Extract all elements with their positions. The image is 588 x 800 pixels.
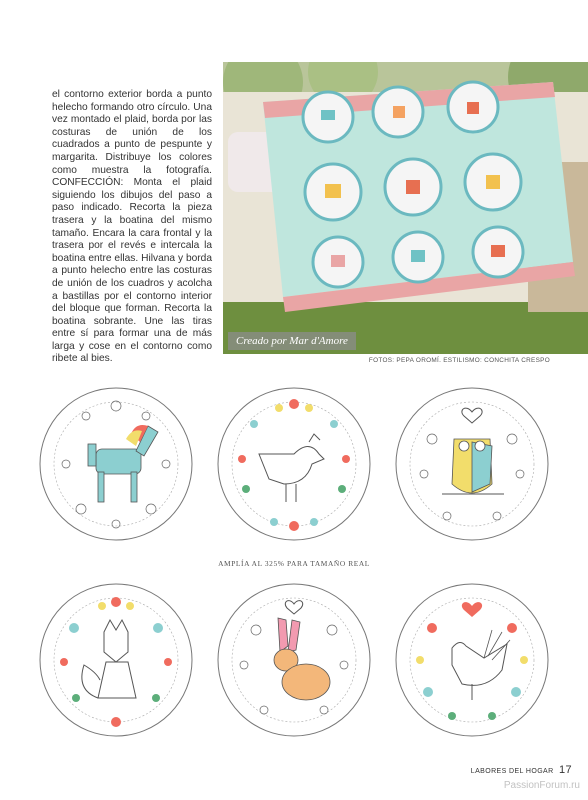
page-number: 17 bbox=[558, 764, 572, 776]
photo-credits: FOTOS: PEPA OROMÍ. ESTILISMO: CONCHITA CRESPO bbox=[368, 357, 550, 364]
page-footer bbox=[471, 764, 572, 776]
article-body-text: el contorno exterior borda a punto helecho formando otro círculo. Una vez montado el plaid, borda por las costuras de unión de los cuadrados a punto de pespunte y margarita. Distribuye los colores como muestra la fotografía. CONFECCIÓN: Monta el plaid siguiendo los dibujos del paso a paso indicado. Recorta la pieza trasera y la boatina del mismo tamaño. Encara la cara frontal y la trasera por el revés e intercala la boatina entre ellas. Hilvana y borda a punto helecho entre las costuras de unión de los cuadros y acolcha a bastillas por el contorno interior del bloque que forman. Recorta la boatina sobrante. Une las tiras entre sí para formar una de más larga y cose en el contorno como ribete al bies. bbox=[52, 89, 212, 365]
magazine-name: LABORES DEL HOGAR bbox=[470, 768, 554, 775]
dove-motif-icon bbox=[392, 580, 552, 740]
quilt-photo bbox=[223, 62, 588, 354]
bird-motif-icon bbox=[214, 384, 374, 544]
watermark: PassionForum.ru bbox=[503, 780, 580, 791]
rabbit-motif-icon bbox=[214, 580, 374, 740]
scale-note: AMPLÍA AL 325% PARA TAMAÑO REAL bbox=[218, 559, 370, 568]
owl-motif-icon bbox=[392, 384, 552, 544]
photo-caption: Creado por Mar d'Amore bbox=[228, 332, 356, 350]
horse-motif-icon bbox=[36, 384, 196, 544]
fox-motif-icon bbox=[36, 580, 196, 740]
